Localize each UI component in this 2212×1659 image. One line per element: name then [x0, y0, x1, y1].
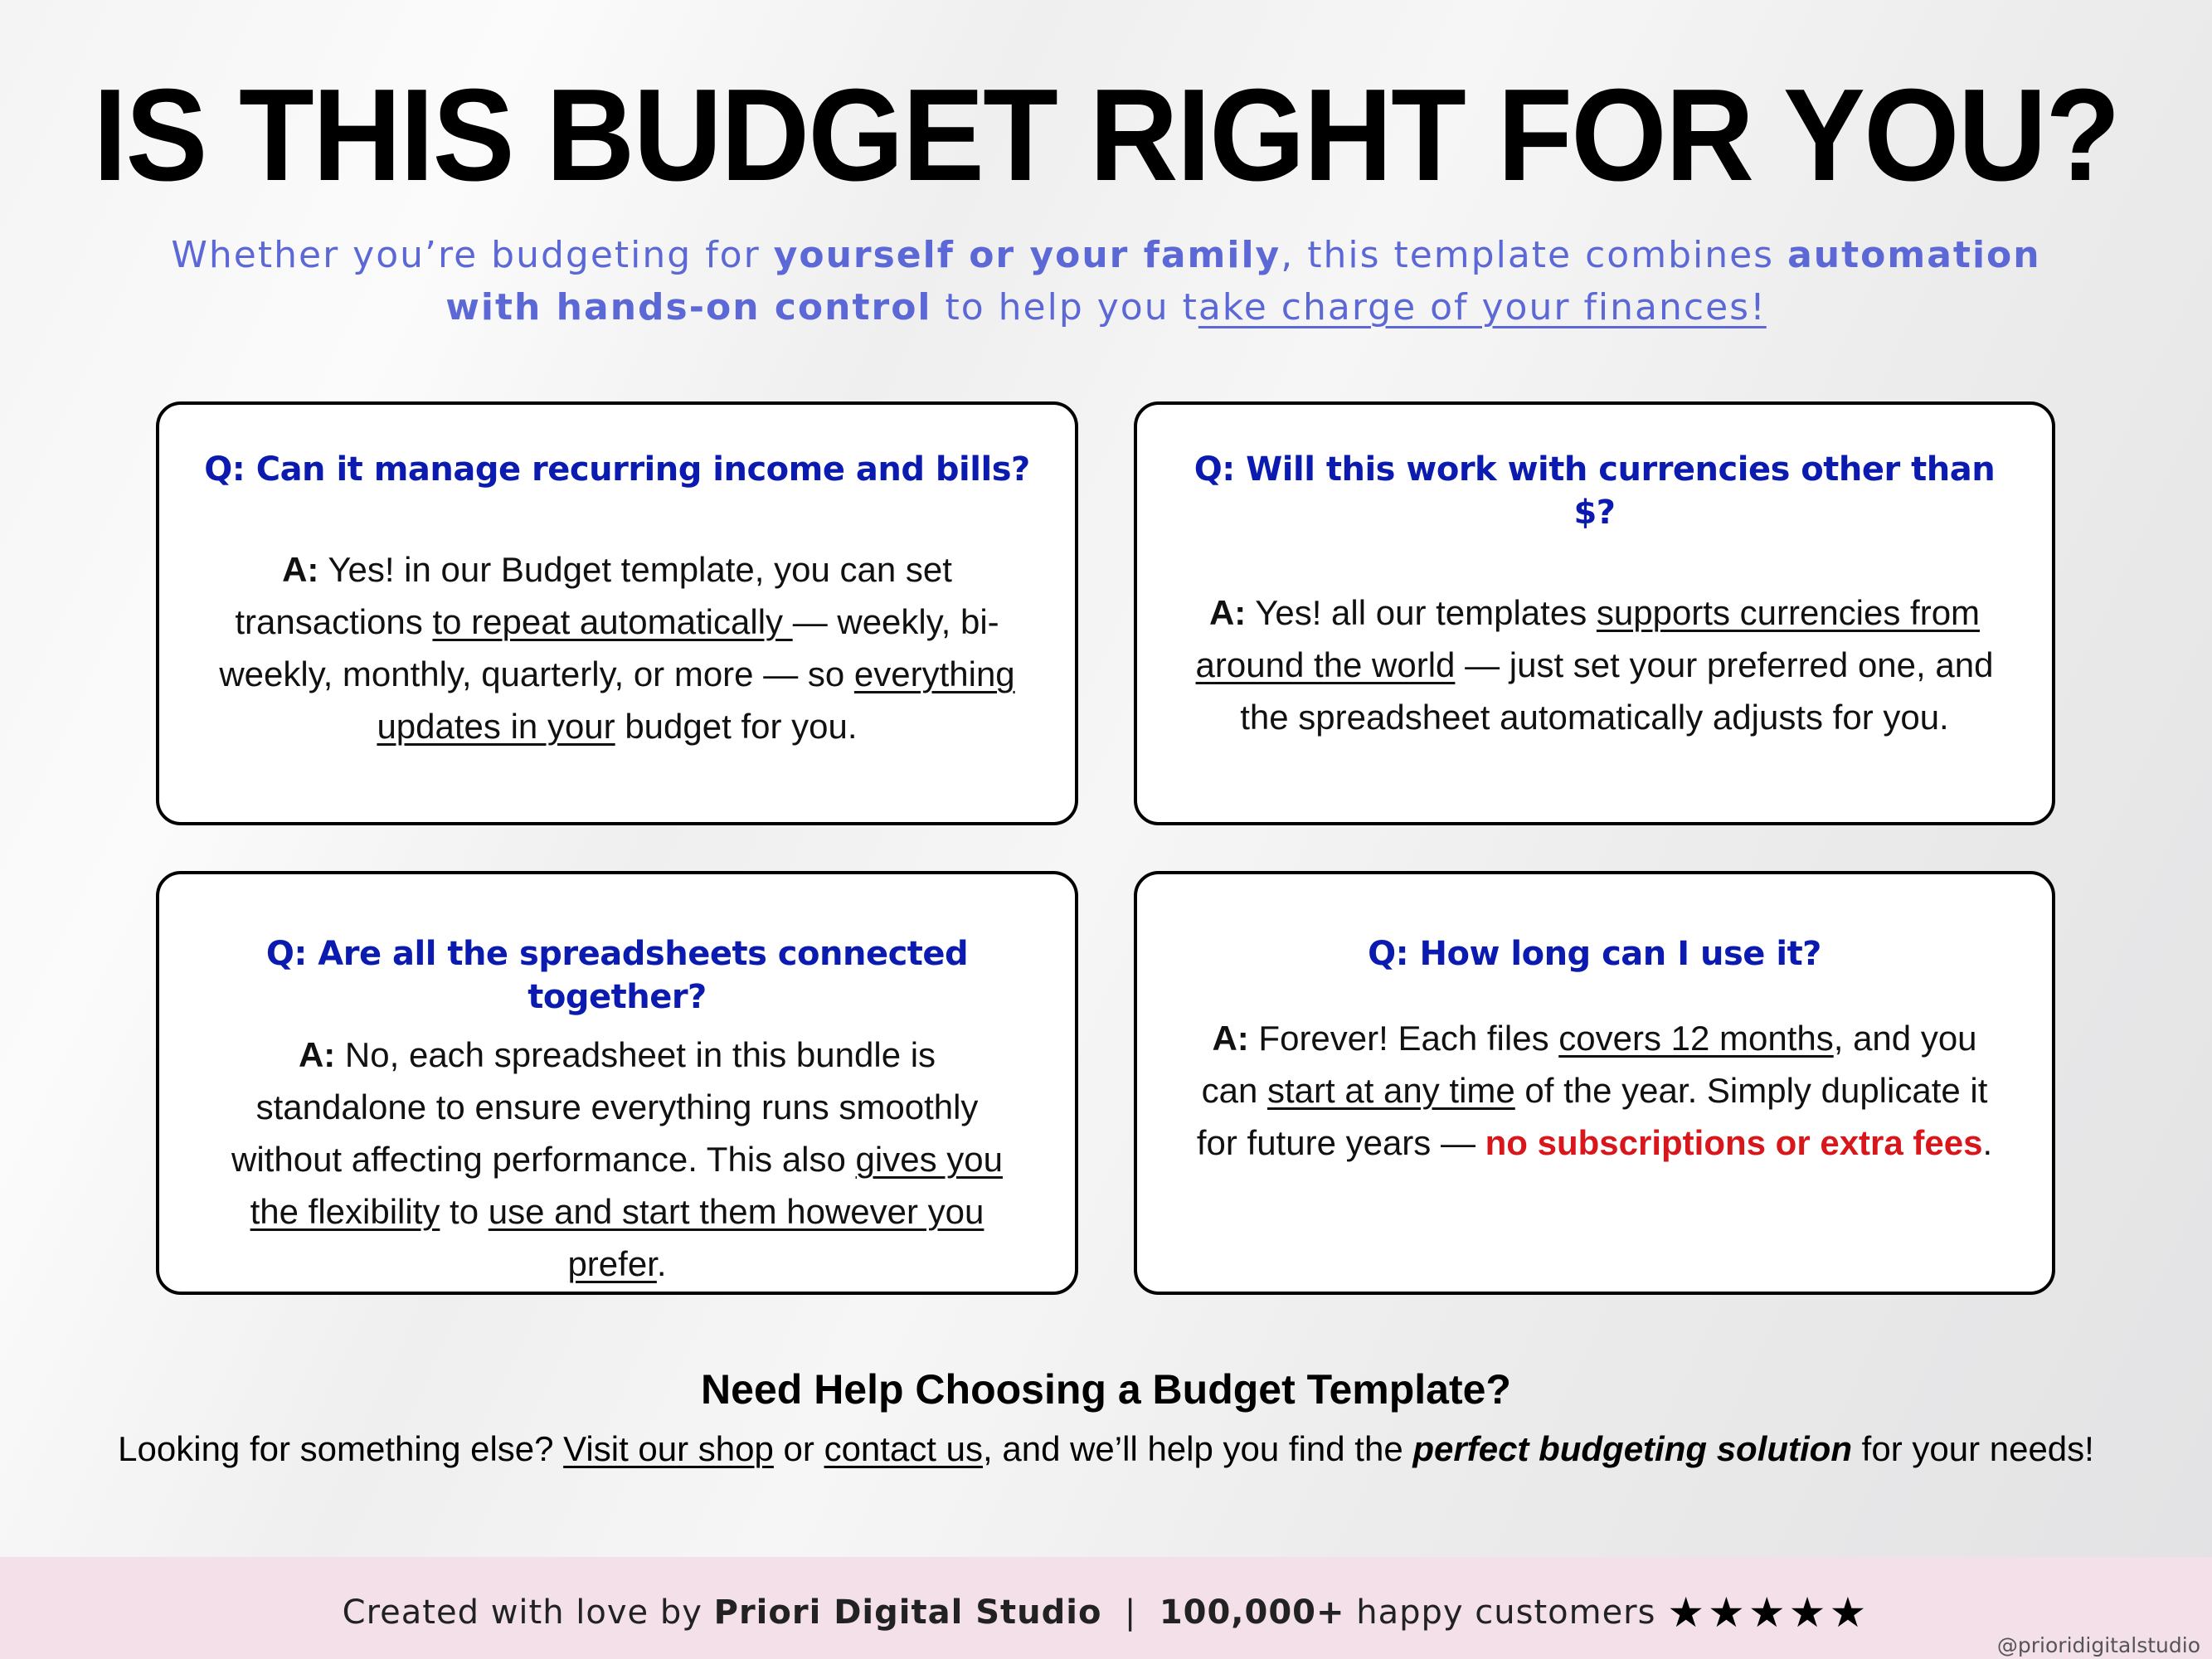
subtitle-emphasis: yourself or your family: [773, 234, 1281, 276]
answer-label: A:: [1212, 1019, 1249, 1058]
page-subtitle: [116, 229, 2096, 333]
subtitle-text: to help you t: [931, 286, 1198, 328]
answer-label: A:: [1208, 593, 1247, 632]
faq-card-connected: [156, 871, 1078, 1295]
footer-band: [0, 1557, 2212, 1659]
answer-text: — weekly, bi-weekly, monthly, quarterly, or more — so: [219, 602, 999, 693]
faq-answer: [1189, 586, 2001, 743]
customer-count: 100,000+: [1159, 1593, 1345, 1632]
answer-underline: start at any time: [1266, 1071, 1515, 1110]
answer-text: to: [440, 1192, 489, 1231]
help-text-part: or: [773, 1429, 824, 1468]
subtitle-text: Whether you’re budgeting for: [171, 234, 774, 276]
answer-text: No, each spreadsheet in this bundle is standalone to ensure everything runs smoothly without affecting performance. This also: [231, 1035, 979, 1179]
contact-us-link[interactable]: contact us: [824, 1429, 984, 1468]
answer-label: A:: [298, 1035, 336, 1074]
answer-text: Yes! in our Budget template, you can set transactions: [235, 550, 952, 641]
answer-text: .: [656, 1244, 667, 1283]
answer-text: — just set your preferred one, and the spreadsheet automatically adjusts for you.: [1240, 645, 1994, 737]
footer-separator: |: [1101, 1593, 1159, 1632]
answer-underline: supports currencies from around the world: [1195, 593, 1981, 684]
faq-question: Q: How long can I use it?: [1368, 935, 1821, 973]
help-text: [0, 1424, 2212, 1474]
faq-question: Q: Are all the spreadsheets connected together?: [265, 935, 969, 1016]
answer-underline: everything updates in your: [377, 654, 1015, 746]
answer-text: budget for you.: [615, 707, 858, 746]
answer-underline: to repeat automatically: [432, 602, 793, 641]
brand-name: Priori Digital Studio: [713, 1593, 1102, 1632]
subtitle-underline: ake charge of your finances!: [1198, 286, 1767, 328]
answer-text: Yes! all our templates: [1246, 593, 1597, 632]
answer-underline: gives you the flexibility: [250, 1140, 1003, 1231]
no-fees-highlight: no subscriptions or extra fees: [1485, 1123, 1983, 1162]
answer-underline: covers 12 months: [1558, 1019, 1834, 1058]
answer-text: Forever! Each files: [1248, 1019, 1559, 1058]
footer-credit: [0, 1588, 2212, 1637]
star-rating-icon: ★★★★★: [1667, 1588, 1870, 1637]
help-text-part: Looking for something else?: [118, 1429, 564, 1468]
social-handle: @prioridigitalstudio: [1996, 1633, 2200, 1657]
visit-shop-link[interactable]: Visit our shop: [563, 1429, 774, 1468]
help-text-part: for your needs!: [1852, 1429, 2094, 1468]
faq-card-duration: [1134, 871, 2055, 1295]
help-text-part: , and we’ll help you find the: [983, 1429, 1413, 1468]
answer-text: .: [1982, 1123, 1993, 1162]
page-title: IS THIS BUDGET RIGHT FOR YOU?: [93, 62, 2119, 208]
subtitle-text: , this template combines: [1281, 234, 1788, 276]
answer-text: of the year. Simply duplicate it for future years —: [1196, 1071, 1988, 1162]
footer-text: Created with love by: [342, 1593, 714, 1632]
faq-question: Q: Can it manage recurring income and bills?: [204, 450, 1030, 489]
subtitle-emphasis: automation with hands-on control: [445, 234, 2041, 328]
faq-answer: [1189, 1012, 2001, 1169]
faq-answer: [219, 1029, 1015, 1290]
answer-underline: use and start them however you prefer: [488, 1192, 984, 1283]
faq-card-recurring: [156, 401, 1078, 825]
footer-text: happy customers: [1344, 1593, 1668, 1632]
faq-card-currencies: [1134, 401, 2055, 825]
faq-question: Q: Will this work with currencies other than $?: [1194, 450, 1996, 532]
answer-label: A:: [282, 550, 319, 589]
help-heading: Need Help Choosing a Budget Template?: [701, 1366, 1511, 1413]
faq-answer: [219, 543, 1015, 752]
help-emphasis: perfect budgeting solution: [1412, 1429, 1852, 1468]
answer-text: , and you can: [1201, 1019, 1977, 1110]
